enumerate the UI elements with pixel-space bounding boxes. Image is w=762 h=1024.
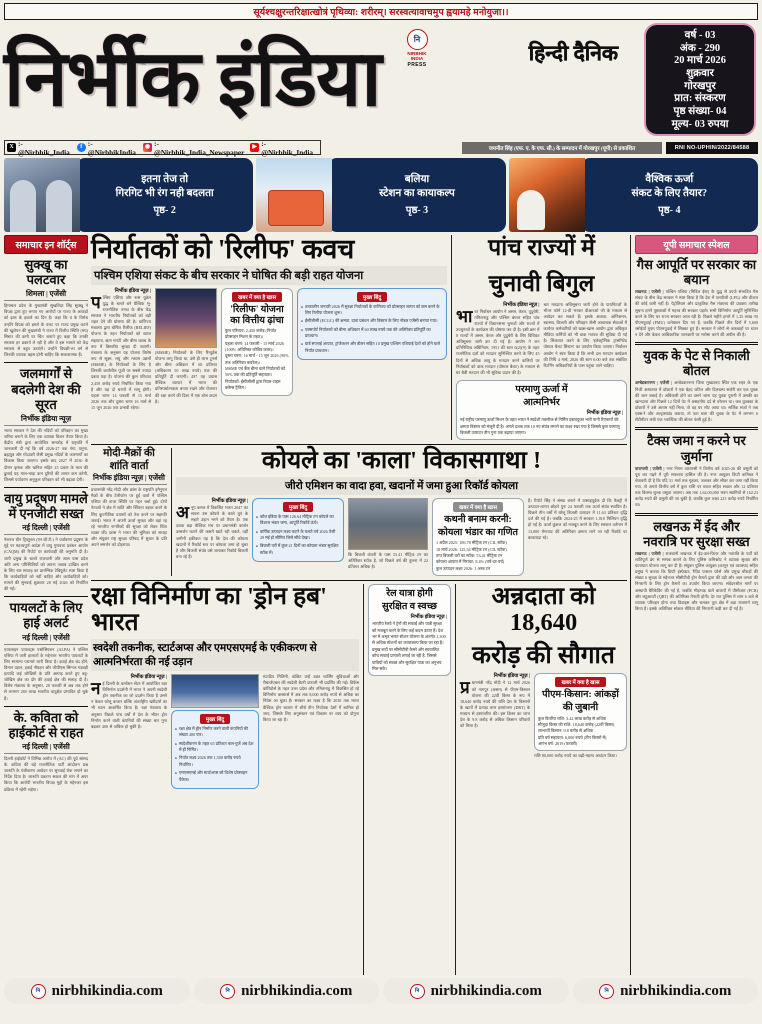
infobox-bullet: ● रक्षा क्षेत्र में ड्रोन निर्माण करने वाली कंपनियों की संख्या 400 पार। — [175, 726, 255, 739]
key-points-box — [297, 288, 447, 361]
footer-website-cell[interactable] — [194, 978, 380, 1004]
lead-infobox-b-col — [297, 288, 447, 412]
drone-col3 — [263, 674, 359, 789]
footer-website-cell[interactable] — [4, 978, 190, 1004]
infobox-tag: खबर में क्या है खास — [232, 292, 282, 302]
infobox-bullet: ● ग्रार्ड सप्लाई आयात, ट्रांजेक्शन और डीलर सहित 10 प्रमुख पश्चिम एशियाई देशों को होने वाले निर्यात प्रावधान। — [301, 341, 443, 354]
edition-issue: अंक - 290 — [679, 42, 721, 54]
teaser-page-ref: पृष्ठ- 3 — [405, 205, 429, 217]
sidebar-byline: नई दिल्ली | एजेंसी — [4, 742, 88, 754]
annadata-headline-1: अन्नदाता को 18,640 — [491, 583, 596, 637]
infobox-bullet: ● एमएसएमई और स्टार्टअप्स को विशेष प्रोत्साहन पैकेज। — [175, 770, 255, 783]
infobox-title-2: कोयला भंडार का गणित — [437, 527, 519, 538]
edition-info-box — [644, 23, 756, 136]
teaser-line1: वैश्विक ऊर्जा — [645, 173, 694, 185]
rail-title-1: रेल यात्रा होगी — [386, 588, 433, 599]
teaser-text — [76, 158, 253, 232]
newspaper-title: निर्भीक इंडिया — [4, 35, 381, 123]
lead-body-text: पश्चिम एशिया और रूस यूक्रेन युद्ध के चलते बने वैश्विक भू-राजनीतिक तनाव के बीच केंद्र सरकार ने भारतीय निर्यातकों को बड़ी राहत देने की घोषणा की है। वाणिज्य मंत्रालय द्वारा घोषित रिलीफ (RELIEF) योजना के तहत निर्यातकों को ब्याज सहायता, ऋण गारंटी और बीमा कवच के रूप में त्रिस्तरीय सुरक्षा दी जाएगी। मंत्रालय के अनुसार यह योजना विशेष रूप से सूक्ष्म, लघु और मध्यम उद्यमों (MSME) के निर्यातकों के लिए है जिनकी कार्यशील पूंजी पर सबसे ज्यादा दबाव पड़ा है। योजना की कुल परिव्यय 2,450 करोड़ रुपये निर्धारित किया गया है और यह दो चरणों में लागू होगी। पहला चरण 14 फरवरी से 15 मार्च 2026 तक और दूसरा चरण 16 मार्च से 15 जून 2026 तक प्रभावी रहेगा। — [91, 292, 151, 411]
coal-photo-col — [348, 498, 428, 576]
bottom-band — [91, 580, 627, 975]
teaser-line1: इतना तेज तो — [141, 173, 189, 185]
divider — [4, 487, 88, 488]
drone-text-3: मंटाडिप मिलिनी, वांछित उन्हें उन्नत चार्जिंग सुविधाओं और रीचार्जएबल की स्वदेशी बैटरी प्रणाली भी प्रदर्शित की गई। डिफेंस कॉरिडोर्स के तहत उत्तर प्रदेश और तमिलनाडु में विकसित हो रहे विनिर्माण क्लस्टर्स में अब तक 8,000 करोड़ रुपये से अधिक का निवेश आ चुका है। सरकार का लक्ष्य है कि 2030 तक भारत वैश्विक ड्रोन बाजार में शीर्ष तीन निर्यातक देशों में शामिल हो जाए, जिसके लिए अनुसंधान एवं विकास पर व्यय को दोगुना किया जा रहा है। — [263, 673, 359, 722]
infobox-title-2: की जुबानी — [562, 702, 599, 714]
rni-number: RNI NO-UPHIN/2022/84588 — [666, 142, 758, 154]
footer-url[interactable]: nirbhikindia.com — [241, 982, 353, 999]
press-emblem — [402, 29, 432, 68]
infobox-line: 1 अप्रैल 2025: 106.78 मीट्रिक टन (CIL स्टॉक) — [436, 540, 507, 546]
modi-macron-text: प्रधानमंत्री नरेंद्र मोदी और फ्रांस के राष्ट्रपति इमैनुएल मैक्रों के बीच टेलीफोन पर हुई वार्ता में पश्चिम एशिया की ताजा स्थिति पर गहन चर्चा हुई। दोनों नेताओं ने क्षेत्र में शांति और स्थिरता बहाल करने के लिए कूटनीतिक प्रयासों को तेज करने पर सहमति जताई। भारत ने अपनी ऊर्जा सुरक्षा और वहां रह रहे भारतीय नागरिकों की सुरक्षा को लेकर चिंता व्यक्त की। फ्रांस ने भारत की भूमिका को सराहा और संयुक्त राष्ट्र सुरक्षा परिषद में सुधार के प्रति अपने समर्थन को दोहराया। — [91, 486, 167, 548]
drone-body-text: नई दिल्ली के कन्वेंशन सेंटर में आयोजित रक्षा विनिर्माण प्रदर्शनी में भारत ने अपनी स्वदेशी ड्रोन तकनीक का जो प्रदर्शन किया है उसने न केवल घरेलू बाजार बल्कि अंतर्राष्ट्रीय खरीदारों का भी ध्यान आकर्षित किया है। रक्षा मंत्रालय के अनुसार पिछले पांच वर्षों में देश के भीतर ड्रोन निर्माण करने वाली कंपनियों की संख्या चार गुना बढ़कर 400 से अधिक हो चुकी है। — [91, 678, 167, 729]
hindi-daily-label: हिन्दी दैनिक — [528, 41, 618, 65]
infobox-bullet: ● ईसीजीसी (ECGC) की क्षमता, दावा प्रबंधन और विस्तार के लिए नोडल एजेंसी बनाया गया। — [301, 318, 443, 324]
annadata-infobox-col — [534, 673, 627, 759]
coal-article[interactable] — [171, 448, 627, 576]
teaser-image — [509, 158, 585, 232]
infobox-line: कुल उत्पादन लक्ष्य 2026: 1 अरब टन — [436, 565, 491, 571]
edition-day: शुक्रवार — [686, 68, 714, 80]
infobox-bullet: ● वार्षिक उत्पादन लक्ष्य कटने के चलते वर्ष 2026 तेजी 29 मई हो सीमित जिसे सीधे देखा। — [256, 529, 340, 542]
emblem-press-label: PRESS — [407, 62, 427, 68]
lead-subheadline: पश्चिम एशिया संकट के बीच सरकार ने घोषित की बड़ी राहत योजना — [91, 266, 447, 285]
sidebar-body: नेशनल ग्रीन ट्रिब्यूनल (एन.जी.टी.) ने पर्यावरण प्रदूषण के मुद्दे पर महत्त्वपूर्ण आदेश में वायु गुणवत्ता प्रबंधन आयोग (CAQM) की रिपोर्ट पर कार्यवाही की अनुमति दी है। जारी प्रमुख के चलते राजधानी और आस पास प्रदेश अति अन्य परिस्थितियों को अपना जवाब दाखिल करने के लिए चार सप्ताह का प्रारम्भिक टेबियूलेट स्पष्ट किया है कि कार्यवाहियों को नहीं चाहिए और कार्यवाहियों को। मामले की सुनवाई शुक्रवार 28 मई 2026 को निर्धारित की गई। — [4, 537, 88, 592]
election-col2 — [544, 302, 628, 377]
election-headline-line1: पांच राज्यों में — [488, 235, 595, 260]
sidebar-article[interactable] — [4, 710, 88, 793]
election-col1 — [456, 302, 540, 377]
sidebar-body: वाराणसी | एजेंसी | नगर निगम वाराणसी ने वित्तीय वर्ष 2025-26 की वसूली को पूरा कर गढ़ने में पूरी सफलता हासिल की है। नगर आयुक्त डिप्टी कमिश्नर ने चेतावनी दी है कि यदि 31 मार्च तक गृहकर, जलकर और सीवर कर जमा नहीं किया गया, तो अगले वित्तीय वर्ष में कुल राशि पर ब्याज सहित सवाल और 12 प्रतिशत तक विलम्ब शुल्क वसूला जाएगा। अब तक 1,62,00,000 भवन स्वामियों से 162.23 करोड़ रुपये की वसूली की जा चुकी है, जबकि कुल लक्ष्य 225 करोड़ रुपये निर्धारित था। — [635, 465, 758, 508]
infobox-bullet: ● तत्कालीन जनवरी 2026 में सुरक्षा निर्यातकों के वाणिज्य को प्रोत्साहन लागत को कम करने के लिए रिलीफ योजना शुरू। — [301, 304, 443, 317]
sidebar-article[interactable] — [4, 257, 88, 358]
infobox-tag: खबर में क्या है खास — [453, 502, 503, 512]
footer-website-cell[interactable] — [383, 978, 569, 1004]
divider — [635, 513, 758, 516]
emblem-subtext: NIRBHIK INDIA — [407, 51, 427, 61]
divider — [635, 342, 758, 345]
annadata-headline-2: करोड़ की सौगात — [472, 641, 615, 669]
footer-website-cell[interactable] — [573, 978, 759, 1004]
divider — [635, 427, 758, 430]
infobox-line: लाभार्थी किसान: 9.8 करोड़ से अधिक — [538, 728, 594, 734]
teaser-strip — [4, 158, 758, 232]
infobox-title-1: कथनी बनाम करनी: — [444, 513, 512, 525]
sidebar-body: लखनऊ | एजेंसी | राजधानी लखनऊ में ईद-उल-फितर और नवरात्रि के पर्वों को शांतिपूर्ण ढंग से सम्पन्न कराने के लिए पुलिस कमिश्नरेट ने व्यापक सुरक्षा और यातायात योजना लागू कर दी है। संयुक्त पुलिस आयुक्त (कानून एवं व्यवस्था) सहित प्रमुख ने बताया कि डिप्टी इंस्पेक्टर, रैपिड एक्शन फोर्स और प्रमुख चौराहों की संख्या 6 सुरक्षा के मद्देनजर सीसीटीवी ड्रोन कैमरों द्वारा की उड़ी और आम जनता की निगरानी के लिए ड्रोन कैमरों का उपयोग किया जाएगा। संवेदनशील मार्गों पर अस्थायी बैरिकेडिंग की गई है, जबकि भीड़भाड़ वाले बाजारों में पीसीआर (PCR) और क्यूआरटी (QRT) की अतिरिक्त तैनाती होगी। देर रात पुलिस में शाम 6 बजे से व्यापक परिवहन होगा तथा डिवाइस और चलकर पूरा क्षेत्र में बड़ा राजमार्ग लागू किया है। इसके अतिरिक्त सोशल मीडिया की निगरानी कड़ी कर दी गई है। — [635, 550, 758, 611]
sidebar-body: अम्बेडकरनगर | एजेंसी | अम्बेडकरनगर जिला मुख्यालय स्थित एक शहर के एक निजी अस्पताल में डॉक्टरों ने एक बेहद जटिल और दिलचस्प सर्जरी कर एक युवक की जान बचाई है। अधिकारी होने का उसने जाना यह युवक पुरानी में उसकी का खानदाना और पिछले 12 दिनों पेट में असहनीय दर्द से परेशान था। जब युवक्का के डॉक्टरों ने उसे आराम नहीं मिला, तो वह घर लौट आया था। सर्जिक सर्जा ने जब एक्स-रे और अल्ट्रासाउंड कराया, तो पता चला की युवक के पेट में लगभग 6 सेंटीमीटर लंबी एक प्लास्टिक की बोतल फंसी हुई है। — [635, 380, 758, 423]
center-columns — [91, 235, 627, 975]
press-logo-icon: नि — [220, 984, 235, 999]
infobox-title-1: पीएम-किसान: आंकड़ों — [542, 689, 619, 701]
infobox-bullet: ● कोल इंडिया के पास 126.64 मीट्रिक टन कोयले का विशाल भंडार जमा, आपूर्ति रिकॉर्ड ऊंचे। — [256, 514, 340, 527]
election-article[interactable] — [451, 235, 627, 440]
coal-col1 — [176, 498, 248, 576]
x-handle[interactable]: :- @Nirbhik_India — [18, 138, 70, 157]
edition-date: 20 मार्च 2026 — [674, 55, 726, 67]
coal-subheadline: जीरो एमिशन का वादा हवा, खदानों में जमा हुआ रिकॉर्ड कोयला — [176, 477, 627, 495]
coal-band — [91, 444, 627, 576]
annadata-article[interactable] — [455, 584, 627, 975]
sidebar-headline: गैस आपूर्ति पर सरकार का बयान — [636, 257, 757, 288]
sidebar-headline: लखनऊ में ईद और नवरात्रि पर सुरक्षा सख्त — [643, 518, 750, 549]
infobox-line: 18 मार्च 2026: 125.54 मीट्रिक टन (CIL स्टॉक) — [436, 546, 507, 552]
social-handles — [4, 140, 321, 155]
x-icon[interactable]: X — [7, 143, 16, 152]
sidebar-article[interactable] — [4, 600, 88, 701]
sidebar-headline: पायलटों के लिए हाई अलर्ट — [9, 600, 83, 631]
teaser-image — [4, 158, 80, 232]
infobox-bullet: ● स्वदेशीकरण के तहत 65 प्रतिशत कल-पुर्जे अब देश में ही निर्मित। — [175, 741, 255, 754]
footer-url[interactable]: nirbhikindia.com — [430, 982, 542, 999]
emblem-icon: नि — [407, 29, 428, 50]
drone-col1 — [91, 674, 167, 789]
edition-type: प्रात: संस्करण — [674, 93, 726, 105]
coal-col-right — [528, 498, 627, 576]
lead-byline: निर्भीक इंडिया न्यूज़ | — [114, 288, 151, 294]
instagram-handle[interactable]: :- @Nirbhik_India_Newspaper — [154, 138, 245, 157]
coal-infobox-b-col — [432, 498, 524, 576]
teaser-text — [328, 158, 505, 232]
sidebar-byline: लखनऊ | एजेंसी | — [635, 550, 664, 556]
sidebar-byline: शिमला | एजेंसी — [4, 289, 88, 301]
coal-headline: कोयले का 'काला' विकासगाथा ! — [261, 447, 542, 475]
modi-macron-title-2: शांति वार्ता — [109, 460, 149, 472]
rail-title-2: सुरक्षित व स्वच्छ — [382, 601, 437, 613]
lead-article-body — [91, 288, 447, 412]
edition-price: मूल्य- 03 रुपया — [671, 118, 729, 130]
press-logo-icon: नि — [410, 984, 425, 999]
finance-structure-box — [221, 288, 293, 396]
footer-bar — [4, 978, 758, 1004]
sidebar-headline: जलमार्गों से बदलेगी देश की सूरत — [11, 366, 81, 412]
divider — [4, 596, 88, 597]
sidebar-article[interactable] — [635, 519, 758, 613]
divider — [4, 706, 88, 707]
drone-infobox-col — [171, 674, 259, 789]
infobox-line: MSME एवं बैंक बीमा वाले निर्यातकों को 50% तक की प्रतिपूर्ति सहायता। — [225, 366, 286, 378]
infobox-title: 'रिलीफ' योजना का वित्तीय ढ़ांचा — [230, 303, 284, 326]
sidebar-byline: लखनऊ | एजेंसी | — [635, 289, 664, 295]
teaser-text — [581, 158, 758, 232]
defence-expo-photo — [171, 674, 259, 708]
annadata-byline: निर्भीक इंडिया न्यूज़ | — [493, 674, 530, 680]
coal-body-text: अनूप कमल में विकसित भारत 2047 का सपना उस कोयले के काले धुएं के सहारे उड़ान भरने को तैयार है। एक दशक बड़ा वैश्विक मंच पर प्रधानमंत्री कार्बन उत्सर्जन घटाने की कसमें खाते रही थकते, वहीं जमीनी हकीकत यह है कि देश की कोयला खदानों में रिकॉर्ड स्तर पर कोयला जमा हो चुका है और बिजली संयंत्र उसे जलाकर रिकॉर्ड बिजली बना रहे हैं। — [176, 502, 248, 559]
infobox-line: निर्यातकों: ईसीजीसी द्वारा रियल-टाइम क्लेम्स ट्रैकिंग। — [225, 378, 281, 391]
annadata-col1 — [460, 673, 530, 759]
nuclear-energy-box — [456, 380, 627, 440]
nuclear-title-2: आत्मनिर्भर — [523, 397, 560, 409]
edition-pages: पृष्ठ संख्या- 04 — [673, 106, 727, 118]
footer-url[interactable]: nirbhikindia.com — [620, 982, 732, 999]
teaser-line2: गिरगिट भी रंग नही बदलता — [115, 187, 214, 199]
sidebar-body: एयरलाइन पायलट्स एसोसिएशन (ALPA) ने पश्चिम एशिया में जारी हालातों के मद्देनजर भारतीय पायलटों के लिए सामान्य परामर्श जारी किया है। हवाई क्षेत्र बंद होने, विमान उड़ान, हवाई नौवहन और जीपीएस सिग्नल गड़बड़ी इत्यादि कई जोखिमों के प्रति आगाह करते हुए बहु-जोखिम क्षेत्र का दौर की हवाई क्षेत्र की सलाह दी है। विशेष मंत्रालय के अनुसार, 28 फरवरी से अब तक होने से लगभग 280 लाख भारतीय वायुक्षेत्र प्रभावित हो चुके हैं। — [4, 646, 88, 701]
rail-byline: निर्भीक इंडिया न्यूज़ | — [410, 615, 447, 621]
drone-headline: रक्षा विनिर्माण का 'ड्रोन हब' भारत — [91, 583, 327, 637]
modi-macron-article[interactable] — [91, 448, 167, 576]
teaser-page-ref: पृष्ठ- 2 — [153, 205, 176, 217]
edition-year: वर्ष - 03 — [684, 30, 716, 41]
coal-mine-photo — [348, 498, 428, 550]
coal-byline: निर्भीक इंडिया न्यूज़ | — [211, 498, 248, 504]
infobox-line: आरंभ वर्ष: 2019 (फरवरी) — [538, 741, 578, 747]
teaser-item[interactable] — [4, 158, 253, 232]
sidebar-article[interactable] — [4, 491, 88, 592]
drone-byline: निर्भीक इंडिया न्यूज़ | — [130, 674, 167, 680]
social-media-bar — [4, 140, 758, 155]
left-sidebar-banner: समाचार इन शॉर्ट्स — [4, 235, 88, 254]
divider — [4, 362, 88, 363]
sidebar-byline: नई दिल्ली | एजेंसी — [4, 633, 88, 645]
coal-photo-caption: कि बिजली कंपनी के पास 53.41 मीट्रिक टन का अतिरिक्त स्टॉक है, जो पिछले वर्ष की तुलना में 22 प्रतिशत अधिक है। — [348, 551, 428, 570]
infobox-line: कुल परिव्यय: 2,450 करोड़ (निर्यात प्रोत्साहन मिशन के तहत)। — [225, 327, 277, 340]
infobox-line: ताप बिजली घरों का स्टॉक: 53.41 मीट्रिक टन — [436, 552, 503, 558]
infobox-tag: मुख्य बिंदु — [200, 714, 230, 724]
sidebar-body: भारत सरकार ने देश की नदियों को परिवहन का मुख्य जरिया बनाने के लिए एक व्यापक विजन तैयार किया है। केंद्रीय मंत्री द्वारा आयोजित समारोह में राष्ट्रपति में जानकारी दी गई कि वर्ष 2026-27 तक गंगा, यमुना, ब्रह्मपुत्र और गोदावरी जैसी प्रमुख नदियों के जलमार्गों का विकास किया जाएगा। इसके बाद 2027 में 2030 के दौरान कृषक और खनिज सहित 25 प्रकार के माल की ढुलाई यह माल-भाड़ा कम दूरियों की लागत कम करेगी, जिससे पर्यावरण अनुकूल परिवहन को भी बढ़ावा देगी। — [4, 427, 88, 482]
infobox-line: कुल वितरित राशि: 3.42 लाख करोड़ से अधिक — [538, 715, 607, 721]
teaser-item[interactable] — [256, 158, 505, 232]
facebook-icon[interactable]: f — [77, 143, 86, 152]
lead-headline: निर्यातकों को 'रिलीफ' कवच — [91, 234, 354, 264]
rail-article[interactable] — [363, 584, 451, 975]
sidebar-byline: वाराणसी | एजेंसी | — [635, 465, 665, 471]
press-logo-icon: नि — [31, 984, 46, 999]
edition-city: गोरखपुर — [684, 80, 716, 92]
infobox-tag: खबर में क्या है खास — [555, 677, 605, 687]
teaser-line2: स्टेशन का कायाकल्प — [379, 187, 455, 199]
youtube-icon[interactable]: ▶ — [250, 143, 259, 152]
election-headline-line2: चुनावी बिगुल — [488, 270, 595, 296]
relief-scheme-photo — [155, 288, 217, 348]
sanskrit-shloka: सूर्यश्चक्षुरन्तरिक्षात्खोत्रं पृथिव्या: शरीरम्। सरस्वत्यावाचमुप ह्वयामहे मनोयुजा।। — [4, 3, 758, 20]
press-logo-icon: नि — [599, 984, 614, 999]
modi-macron-title-1: मोदी-मैक्रों की — [103, 448, 155, 460]
infobox-line: प्रति वर्ष सहायता: 6,000 रुपये (तीन किस्तों में) — [538, 734, 607, 740]
election-text-1: भारत निर्वाचन आयोग ने असम, केरल, पुदुचेरी, तमिलनाडु और पश्चिम बंगाल सहित पांच राज्यों में विधानसभा चुनावों और राज्यों में उपचुनावों के कार्यक्रम की घोषणा कर दी है। इसी क्रम में 8 राज्यों में असम, केरल और पुदुचेरी के लिए विधिवत अधिसूचना जारी कर दी गई है। आयोग ने जन प्रतिनिधित्व अधिनियम, 1951 की धारा 6(2)(ग) के तहत राजनैतिक दलों को मतदान सुनिश्चित करने के लिए 45 दिनों से अधिक आयु के मतदान करने वालियों पर निर्वाचकों को डाक मतदान (पोस्टल बैलट) के माध्यम से घर बैठी मतदान की भी सुविधा प्रदान की है। — [456, 306, 540, 375]
pm-kisan-box — [534, 673, 627, 751]
teaser-line2: संकट के लिए तैयार? — [631, 187, 708, 199]
teaser-image — [256, 158, 332, 232]
infobox-line: पहला चरण: 14 फरवरी - 15 मार्च 2026 (100% अतिरिक्त कोविड कवर)। — [225, 340, 284, 352]
sidebar-headline: युवक के पेट से निकाली बोतल — [643, 348, 750, 379]
lead-infobox-a-col — [221, 288, 293, 412]
infobox-bullet: ● निर्यात लक्ष्य 2026 तक 1,500 करोड़ रुपये निर्धारित। — [175, 755, 255, 768]
annadata-body — [460, 673, 627, 759]
right-sidebar — [630, 235, 758, 975]
annadata-body-text: प्रधानमंत्री नरेंद्र मोदी ने 12 मार्च 2026 को नागपुर (असम) से पीएम-किसान योजना की 22वीं किस्त के रूप में 18,640 करोड़ रुपये की राशि देश के किसानों के खातों में प्रत्यक्ष लाभ हस्तांतरण (DBT) के माध्यम से हस्तांतरित की। इस किस्त का लाभ देश के 9.8 करोड़ से अधिक किसान परिवारों को मिला है। — [460, 678, 530, 729]
infobox-line: मौजूदा किस्त की राशि: 18,640 करोड़ (22वीं किस्त) — [538, 721, 615, 727]
main-content — [4, 235, 758, 975]
youtube-handle[interactable]: :- @Nirbhik_India — [261, 138, 314, 157]
sidebar-byline: नई दिल्ली | एजेंसी — [4, 523, 88, 535]
infobox-tag: मुख्य बिंदु — [357, 292, 387, 302]
sidebar-body: दिल्ली हाईकोर्ट ने विभिन्न आरोप में (AC) की पूर्व सांसद के. कविता की बड़े राजनीतिक पार्टी आंदोलन प्रश्न जारूति के पंजीकरण आवेदन पर सुनवाई रोक लगाने का निर्देश दिया है। जारूति प्रकरण सकल की मांग में अपर किया कि आरोपी भारतीय विपक्ष मुद्दों के मद्देनजर इस प्रक्रिया में रहेगी लड़ेगा। — [4, 755, 88, 792]
instagram-icon[interactable]: ◉ — [144, 144, 151, 150]
election-text-2: चार मतदाता अधिसूचना जारी होने के पायनिटजों के भीतर फॉर्म 12-डी भरकर वीआरओ जी के माध्यम से आवेदन कर सकते हैं। इसके अलावा, अग्निशमन, स्वास्थ्य, बिजली और परिवहन जैसी आवश्यक सेवाओं में कार्यरत कर्मचारियों को खास-खास आयोग द्वारा अधिकृत मीडिया कर्मियों को भी डाक मतपत्र की सुविधा दी गई है। शिकायत करने के लिए 'इलेक्ट्रॉनिक ट्रांसमिटेड पोस्टल बैलट सिस्टम' का उपयोग किया जाएगा। निर्वाचन आयोग ने स्पष्ट किया है कि सभी दल मतदान कार्यक्रम की तिथि 4 मार्च, 2026 की शाम 6:00 बजे तक संबंधित रिटर्निंग अधिकारियों के पास पहुंचा जाने चाहिए। — [543, 301, 627, 368]
coal-stock-math-box — [432, 498, 524, 576]
infobox-bullet: ● बिजली घरों में कुल 21 दिनों का कोयला भंडार सुरक्षित स्टॉक में। — [256, 543, 340, 556]
teaser-line1: बलिया — [404, 173, 430, 185]
sidebar-article[interactable] — [635, 433, 758, 508]
lead-article[interactable] — [91, 235, 447, 440]
sidebar-headline: टैक्स जमा न करने पर जुर्माना — [647, 433, 746, 464]
sidebar-article[interactable] — [635, 257, 758, 338]
sidebar-headline: सुक्खू का पलटवार — [24, 257, 68, 288]
coal-body — [176, 498, 627, 576]
nuclear-byline: निर्भीक इंडिया न्यूज़ | — [586, 411, 623, 417]
drone-body — [91, 674, 359, 789]
publisher-line: जयनीत सिंह (एफ. ए. के एफ. सी.) के सम्पादन में गोरखपुर (यूपी) से प्रकाशित — [462, 142, 662, 154]
footer-url[interactable]: nirbhikindia.com — [51, 982, 163, 999]
election-byline: निर्भीक इंडिया न्यूज़ | — [503, 302, 540, 308]
coal-key-points-box — [252, 498, 344, 562]
sidebar-body: हिमाचल प्रदेश के मुख्यमंत्री सुखविंदर सिंह सुक्खू ने विपक्ष द्वारा हुए लगाए गए आरोपों पर राज्य के आंकड़ों को ढ़ाल के हवाले का दिन है। कहा कि व के विरोध उन्होंने विपक्ष को हमले के पलट पर राज्य प्रमुख कटने की खुलेपन की मुख्यमंत्री ने राज्य में वित्तीय स्थिति (मप) सिस्टर की कमी पर चिंत जताते हुए कहा कि उनकी सरकार हर प्रकार्य ले रही है और वे इस मामले को केंद्र सरकार से बहुत उठाएंगे। उन्होंने विपक्षी-ला वर्ग से जिनकी व्यापक बहस होनी चाहिए कि सकारात्मक हैं। — [4, 303, 88, 358]
sidebar-headline: के. कविता को हाईकोर्ट से राहत — [8, 709, 84, 740]
election-body — [456, 302, 627, 377]
drone-key-points-box — [171, 710, 259, 789]
lead-col1 — [91, 288, 151, 412]
right-sidebar-banner: यूपी समाचार स्पेशल — [635, 235, 758, 254]
nuclear-title-1: परमाणु ऊर्जा में — [515, 384, 568, 396]
infobox-bullet: ● एक्सपोर्ट निर्यातकों को बीमा अधिकार में 60 लाख रुपये तक की अतिरिक्त प्रतिपूर्ति का प्रावधान। — [301, 327, 443, 340]
sidebar-body: लखनऊ | एजेंसी | पश्चिम एशिया (मिडिल ईस्ट) के युद्ध से उपजे संभावित गैस संकट के बीच केंद्र सरकार ने स्पष्ट किया है कि देश में एलपीजी (LPG) और डीजल की कोई कमी नहीं है। पेट्रोलियम और प्राकृतिक गैस मंत्रालय की प्रवक्ता तारीख सूचना हमने पूछताछों में महत्त्व की सरकार पहले। सभी विनिर्माण आपूर्ति सुनिश्चित करने के लिए घर राज्य सरकार आज रही है। पिछले महीने हमारे में 1.25 लाख नए पीएमयूवाई (PMU) कनेक्शन दिए गए हैं, जबकि पिछले तीन दिनों में 5,600 रसोईयों मुफ्त पीएमयूवाई में सिक्का हुए हैं। सरकार ने लोगों से अफवाहों पर ध्यान न देने और केवल आधिकारिक जानकारी पर भरोसा करने की अपील की है। — [635, 289, 758, 338]
modi-macron-byline: निर्भीक इंडिया न्यूज़ | एजेंसी — [91, 473, 167, 485]
lead-closing-text: (MSME) निर्यातकों के लिए रिन्यूडेंस योजना लागू किया था, उसे ही लाभ टूनर्स और बीमा अधिकार में 60 प्रतिशत (अधिकतम 50 लाख रुपये) तक की प्रतिपूर्ति दी जाएगी। 497 यह प्रयास वैश्विक व्यापार में भारत की प्रतिस्पर्धात्मकता बनाए रखने और रोजगार की रक्षा करने की दिशा में एक ठोस कदम है। — [155, 349, 217, 404]
coal-infobox-a-col — [252, 498, 344, 576]
nuclear-text: नई राष्ट्रीय परमाणु ऊर्जा मिशन के तहत भारत ने स्वदेशी तकनीक से निर्मित दबावयुक्त भारी पानी रिएक्टरों की क्षमता विस्तार को मंजूरी दी है। अगले दशक तक 10 नए संयंत्र लगाने का लक्ष्य रखा गया है जिससे कुल परमाणु बिजली उत्पादन तीन गुना तक बढ़ाया जाएगा। — [460, 417, 620, 436]
sidebar-headline: वायु प्रदूषण मामले में एनजीटी सख्त — [4, 490, 88, 521]
infobox-line: दूसरा चरण: 16 मार्च - 15 जून 2026 (90% तक अतिरिक्त कवरेज)। — [225, 353, 289, 365]
drone-subheadline: स्वदेशी तकनीक, स्टार्टअप्स और एमएसएमई के एकीकरण से आत्मनिर्भरता की नई उड़ान — [91, 639, 359, 671]
facebook-handle[interactable]: :- @NirbhikIndia — [87, 138, 136, 157]
left-sidebar — [4, 235, 88, 975]
rail-box — [368, 584, 451, 676]
coal-right-text: हैं। रिपोर्ट सिंह ने संस्था बनाने में उत्साहपूर्वक दी कि फैक्ट्री में उत्पादन-लागत छोड़ने पुनः 24 फरवरी तक ऊर्जा संयंत्र स्थापित है। पिछले तीन वर्षों में घरेलू बिजली उत्पादन में 11.63 प्रतिशत वृद्धि दर्ज की गई है। जबकि 2024-25 में सरकार 1,018 मिलियन वृद्धि हो गई है। ऊर्जा कुशल को मजबूत करने के लिए सरकार वर्तमान में 13,000 मेगावाट की अतिरिक्त क्षमता लाने जा रही रिकॉर्ड पर बाकायदा रहे। — [528, 497, 627, 540]
lead-photo-col — [155, 288, 217, 412]
masthead — [4, 21, 758, 139]
rail-text: भारतीय रेलवे ने ट्रेनों की सफाई और यात्री सुरक्षा को मजबूत करने के लिए कई कदम उठाए हैं। देश भर में अमृत भारत स्टेशन योजना के अंतर्गत 1,300 से अधिक स्टेशनों का कायाकल्प किया जा रहा है। प्रमुख रूटों पर सीसीटीवी कैमरे और स्वचालित कोच सफाई प्रणाली लगाई जा रही है, जिससे यात्रियों को स्वच्छ और सुरक्षित यात्रा का अनुभव मिल सके। — [372, 621, 446, 671]
drone-article[interactable] — [91, 584, 359, 975]
infobox-line: कोयला आयात में गिरावट: 8.4% (वर्ष-दर-वर्ष) — [436, 559, 505, 565]
sidebar-article[interactable] — [4, 366, 88, 483]
masthead-logo — [4, 25, 616, 133]
top-story-band — [91, 235, 627, 440]
annadata-text-3: राशि 80,000 करोड़ रुपये का बढ़ी-महत्त्व आवंटन किया। — [534, 753, 617, 759]
teaser-page-ref: पृष्ठ- 4 — [658, 205, 681, 217]
teaser-item[interactable] — [509, 158, 758, 232]
sidebar-byline: अम्बेडकरनगर | एजेंसी | — [635, 380, 673, 386]
infobox-tag: मुख्य बिंदु — [283, 502, 313, 512]
sidebar-article[interactable] — [635, 348, 758, 423]
sidebar-byline: निर्भीक इंडिया न्यूज़ — [4, 414, 88, 426]
